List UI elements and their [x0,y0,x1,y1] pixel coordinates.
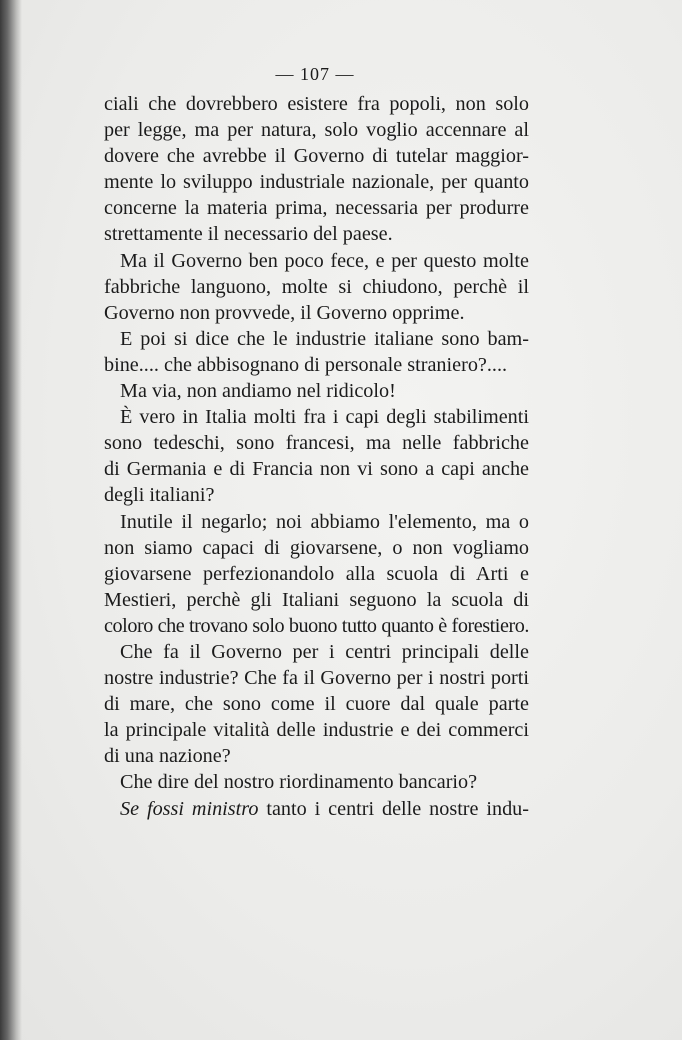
text-line: fabbriche languono, molte si chiudono, perchè il [104,275,529,298]
text-line: nostre industrie? Che fa il Governo per i nostri porti [104,667,529,690]
text-line: concerne la materia prima, necessaria per produrre [104,197,529,220]
text-line: la principale vitalità delle industrie e dei commerci [104,719,529,742]
text-fragment: tanto i centri delle nostre indu- [258,797,529,820]
text-line: ciali che dovrebbero esistere fra popoli, non solo [104,93,529,115]
text-line: di Germania e di Francia non vi sono a capi anche [104,458,529,481]
text-line: sono tedeschi, sono francesi, ma nelle fabbriche [104,432,529,455]
text-line: bine.... che abbisognano di personale straniero?.... [104,353,508,376]
text-line: Mestieri, perchè gli Italiani seguono la scuola di [104,588,529,611]
text-line: strettamente il necessario del paese. [104,223,393,246]
paragraph [104,91,529,248]
paragraph [104,509,529,639]
paragraph [104,378,529,404]
text-line: di una nazione? [104,745,231,768]
text-line: degli italiani? [104,484,215,507]
text-line: Ma il Governo ben poco fece, e per questo molte [120,249,529,272]
paragraph [104,404,529,508]
paragraph [104,639,529,769]
text-line: di mare, che sono come il cuore dal quale parte [104,693,529,716]
italic-phrase: Se fossi ministro [120,797,259,820]
text-line: non siamo capaci di giovarsene, o non vogliamo [104,536,529,559]
page-number: — 107 — [275,64,355,84]
body-text [104,91,529,822]
paragraph [104,796,529,822]
text-line: È vero in Italia molti fra i capi degli stabilimenti [120,406,529,429]
text-line: Che fa il Governo per i centri principali delle [120,640,529,663]
text-line: Che dire del nostro riordinamento bancario? [120,771,478,794]
text-line: Ma via, non andiamo nel ridicolo! [120,380,396,403]
text-line: E poi si dice che le industrie italiane sono bam- [120,327,529,350]
paragraph [104,248,529,326]
text-line: Inutile il negarlo; noi abbiamo l'elemento, ma o [120,510,529,533]
text-line: mente lo sviluppo industriale nazionale, per quanto [104,171,529,194]
text-line: per legge, ma per natura, solo voglio accennare al [104,119,529,142]
paragraph [104,326,529,378]
text-line [104,796,529,822]
text-line: Governo non provvede, il Governo opprime. [104,301,465,324]
text-line: dovere che avrebbe il Governo di tutelar maggior- [104,145,529,168]
text-line: coloro che trovano solo buono tutto quanto è forestiero. [104,614,529,637]
text-line: giovarsene perfezionandolo alla scuola di Arti e [104,562,529,585]
paragraph [104,769,529,795]
book-spine-shadow [0,0,22,1040]
